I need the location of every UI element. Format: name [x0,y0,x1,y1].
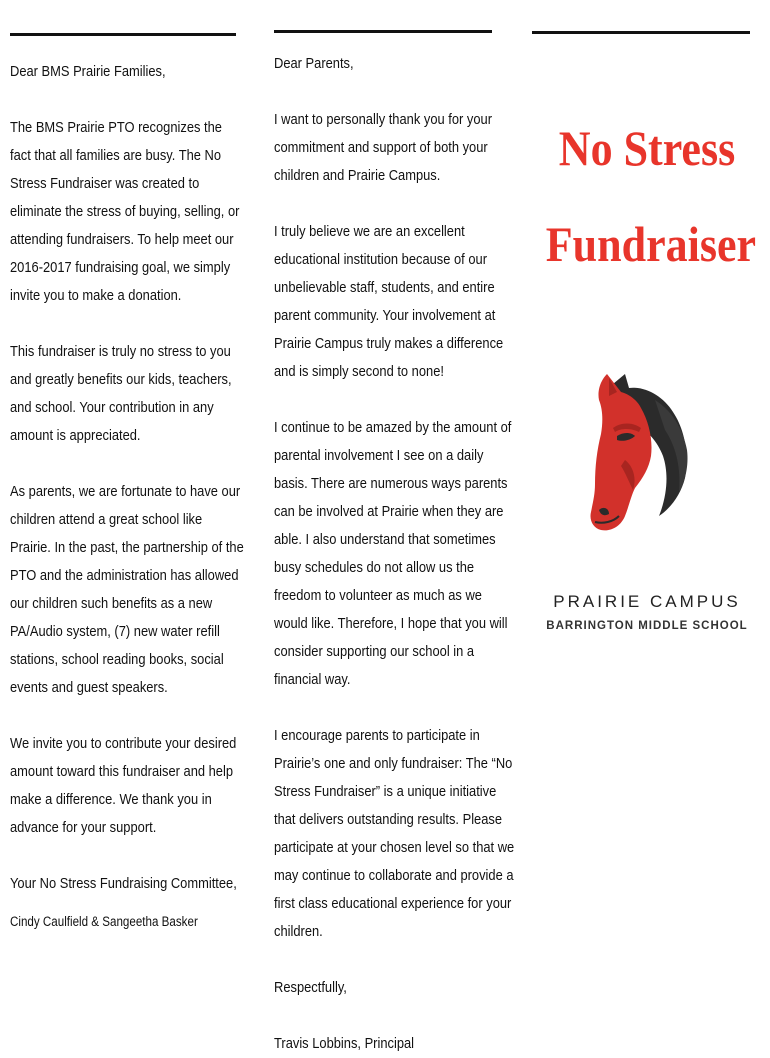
top-rule-right [532,31,750,34]
left-paragraph-2: This fundraiser is truly no stress to you and greatly benefits our kids, teachers, and school. Your contribution in any amount is appreciated. [10,343,232,444]
left-paragraph-1: The BMS Prairie PTO recognizes the fact that all families are busy. The No Stress Fundraiser was created to eliminate the stress of buying, selling, or attending fundraisers. To help meet our 2016-2017 fundraising goal, we simply invite you to make a donation. [10,119,240,304]
cover-title-line-2: Fundraiser [545,216,757,272]
school-subname: BARRINGTON MIDDLE SCHOOL [546,620,748,632]
middle-paragraph-2: I truly believe we are an excellent educational institution because of our unbelievable staff, students, and entire parent community. Your involvement at Prairie Campus truly makes a difference and is simply second to none! [274,223,504,380]
school-name: PRAIRIE CAMPUS [553,592,741,611]
middle-paragraph-1: I want to personally thank you for your commitment and support of both your children and Prairie Campus. [274,111,492,184]
left-paragraph-3: As parents, we are fortunate to have our children attend a great school like Prairie. In the past, the partnership of the PTO and the administration has allowed our children such benefits as a new PA/Audio system, (7) new water refill stations, school reading books, social events and guest speakers. [10,483,244,696]
left-greeting: Dear BMS Prairie Families, [10,63,166,80]
cover-title-line-1: No Stress [558,120,736,176]
middle-paragraph-4: I encourage parents to participate in Prairie’s one and only fundraiser: The “No Stress Fundraiser” is a unique initiative that delivers outstanding results. Please participate at your chosen level so that we may continue to collaborate and provide a first class educational experience for your children. [274,727,515,940]
left-paragraph-4: We invite you to contribute your desired amount toward this fundraiser and help make a difference. We thank you in advance for your support. [10,735,237,836]
middle-closing: Respectfully, [274,979,347,996]
middle-greeting: Dear Parents, [274,55,354,72]
left-closing: Your No Stress Fundraising Committee, [10,875,237,892]
left-letter-column [10,58,244,932]
top-rule-left [10,33,236,36]
middle-paragraph-3: I continue to be amazed by the amount of parental involvement I see on a daily basis. There are numerous ways parents can be involved at Prairie when they are able. I also understand that sometimes busy schedules do not allow us the freedom to volunteer as much as we would like. Therefore, I hope that you will consider supporting our school in a financial way. [274,419,512,688]
mustang-horse-icon [585,370,695,540]
middle-signature: Travis Lobbins, Principal [274,1035,415,1052]
middle-letter-column [274,50,519,1058]
top-rule-middle [274,30,492,33]
left-signers: Cindy Caulfield & Sangeetha Basker [10,914,198,929]
